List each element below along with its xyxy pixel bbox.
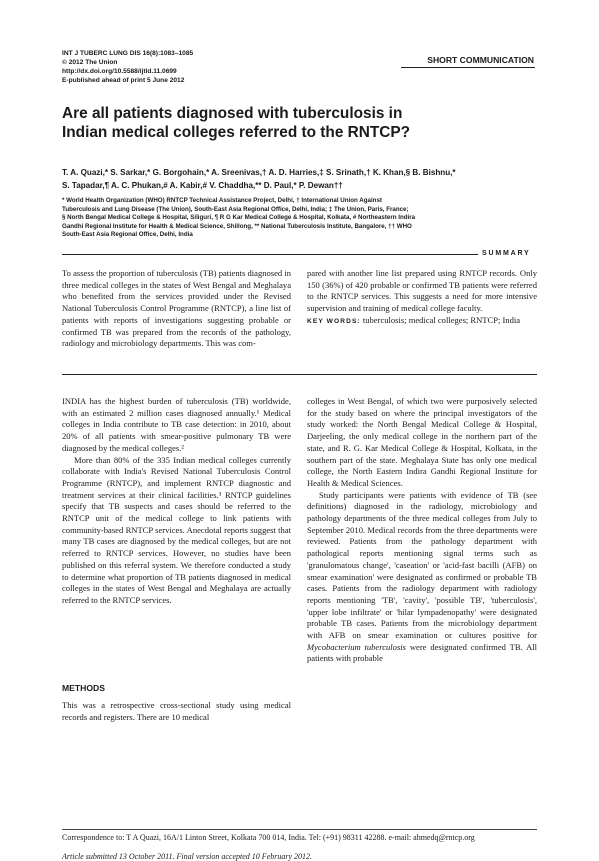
- keywords: [307, 315, 537, 328]
- title-line: Are all patients diagnosed with tuberculosis in: [62, 105, 403, 122]
- article-type-label: SHORT COMMUNICATION: [427, 55, 534, 65]
- article-title: [62, 104, 542, 142]
- journal-citation: INT J TUBERC LUNG DIS 16(8):1083–1085: [62, 50, 194, 57]
- epub-date: E-published ahead of print 5 June 2012: [62, 76, 185, 84]
- body-paragraph: More than 80% of the 335 Indian medical colleges currently collaborate with India's Revised National Tuberculosis Control Programme (RNTCP), and implement RNTCP diagnostic and treatment services at their clinical facilities.³ RNTCP guidelines specify that TB suspects and cases should be referred to the RNTCP unit of the medical college to link patients with community-based RNTCP services. Anecdotal reports suggest that many TB cases are diagnosed by the medical colleges, but are not referred to RNTCP services. However, no studies have been published on this referral system. We therefore conducted a study to determine what proportion of TB patients diagnosed in medical colleges in the states of West Bengal and Meghalaya are actually referred to the RNTCP services.: [62, 454, 291, 605]
- abstract-right-column: [307, 268, 537, 328]
- body-right-column: [307, 396, 537, 665]
- affiliation-line: * World Health Organization (WHO) RNTCP Technical Assistance Project, Delhi, † International Union Against: [62, 197, 382, 204]
- affiliation-line: Tuberculosis and Lung Disease (The Union), South-East Asia Regional Office, Delhi, India; ‡ The Union, Paris, France;: [62, 205, 409, 213]
- header-divider: [401, 67, 535, 68]
- methods-column: [62, 700, 291, 723]
- author-line: T. A. Quazi,* S. Sarkar,* G. Borgohain,* A. Sreenivas,† A. D. Harries,‡ S. Srinath,† K. Khan,§ B. Bishnu,*: [62, 168, 456, 177]
- keywords-text: tuberculosis; medical colleges; RNTCP; India: [362, 314, 521, 325]
- doi-link[interactable]: http://dx.doi.org/10.5588/ijtld.11.0699: [62, 67, 177, 75]
- body-paragraph: colleges in West Bengal, of which two were purposively selected for the study based on where the principal investigators of the study worked: the North Bengal Medical College & Hospital, Darjeeling, the only medical college in the northern part of the state, and R. G. Kar Medical College & Hospital, Kolkata, in the southern part of the state. Meghalaya State has only one medical college, the North Eastern Indira Gandhi Regional Institute for Health & Medical Sciences.: [307, 396, 537, 488]
- footer-divider: [62, 829, 537, 830]
- body-left-column: [62, 396, 291, 607]
- body-paragraph: INDIA has the highest burden of tuberculosis (TB) worldwide, with an estimated 2 million cases diagnosed annually.¹ Medical colleges in India contribute to TB case detection: in 2010, about 20% of all patients with smear-positive pulmonary TB were diagnosed by the medical colleges.²: [62, 396, 291, 453]
- title-line: Indian medical colleges referred to the RNTCP?: [62, 124, 411, 141]
- summary-heading: SUMMARY: [482, 250, 531, 257]
- paragraph-text: Study participants were patients with evidence of TB (see definitions) diagnosed in the radiology, microbiology and pathology departments of the three medical colleges from July to September 2010. Medical records from the three departments were reviewed. Patients from the pathology department with pathological reports mentioning signal terms such as 'granulomatous change', 'caseation' or 'acid-fast bacilli (AFB) on smear examination' were designated as confirmed or probable TB cases. Patients from the radiology department with radiology reports mentioning 'TB', 'cavity', 'possible TB', 'tuberculosis', 'upper lobe infiltrate' or 'hilar lympadenopathy' were designated probable TB cases. Patients from the microbiology department with AFB on smear examination or cultures positive for: [307, 489, 537, 641]
- abstract-text: To assess the proportion of tuberculosis (TB) patients diagnosed in three medical colleges in the states of West Bengal and Meghalaya who benefited from the services provided under the Revised National Tuberculosis Control Programme (RNTCP), a line list of patients with reports of investigations suggesting probable or confirmed TB was prepared from the records of the pathology, radiology and microbiology departments. This was com-: [62, 268, 291, 349]
- body-paragraph: [307, 490, 537, 666]
- abstract-text: pared with another line list prepared using RNTCP records. Only 150 (36%) of 420 probable or confirmed TB patients were referred to the RNTCP services. This suggests a need for more intensive supervision and training of medical college faculty.: [307, 268, 537, 314]
- correspondence-note: Correspondence to: T A Quazi, 16A/1 Linton Street, Kolkata 700 014, India. Tel: (+91) 98311 42288. e-mail: ahmedq@rntcp.org: [62, 833, 475, 842]
- affiliation-line: Gandhi Regional Institute for Health & Medical Science, Shillong, ** National Tuberculosis Institute, Bangalore, †† WHO: [62, 222, 412, 230]
- author-line: S. Tapadar,¶ A. C. Phukan,# A. Kabir,# V. Chaddha,** D. Paul,* P. Dewan††: [62, 181, 343, 190]
- author-list: [62, 166, 542, 192]
- submission-dates: Article submitted 13 October 2011. Final version accepted 10 February 2012.: [62, 852, 313, 861]
- journal-metadata: [62, 50, 193, 86]
- summary-divider: [62, 254, 478, 255]
- species-name: Mycobacterium tuberculosis: [307, 641, 406, 652]
- abstract-divider: [62, 374, 537, 375]
- keywords-label: KEY WORDS:: [307, 317, 361, 325]
- abstract-left-column: [62, 268, 291, 350]
- affiliation-line: South-East Asia Regional Office, Delhi, India: [62, 231, 193, 239]
- section-heading-methods: METHODS: [62, 683, 105, 693]
- body-paragraph: This was a retrospective cross-sectional study using medical records and registers. There are 10 medical: [62, 700, 291, 722]
- copyright-line: © 2012 The Union: [62, 58, 118, 66]
- paragraph-text: were designated confirmed TB. All patients with probable: [307, 641, 537, 664]
- affiliation-list: [62, 197, 538, 240]
- affiliation-line: § North Bengal Medical College & Hospital, Siliguri, ¶ R G Kar Medical College & Hospital, Kolkata, # Northeastern Indira: [62, 214, 416, 222]
